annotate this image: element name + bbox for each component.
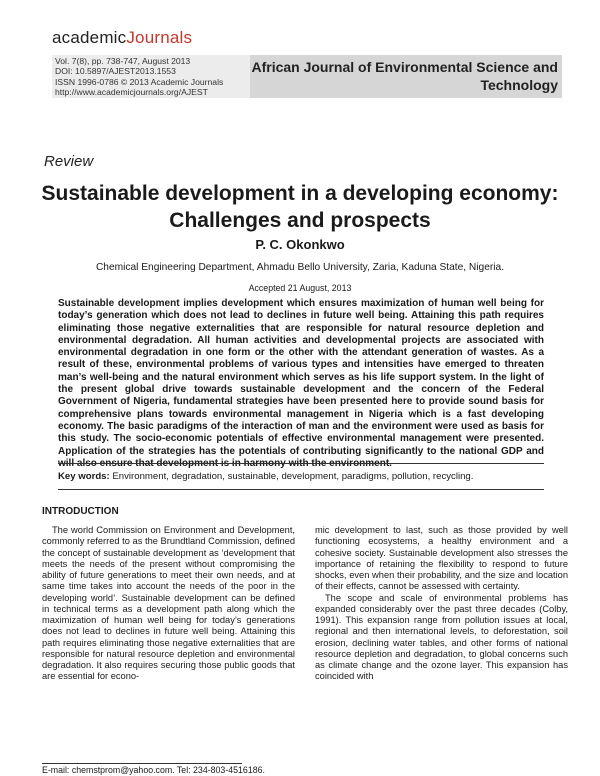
corresponding-author-email[interactable]: E-mail: chemstprom@yahoo.com. Tel: 234-803-4516186.: [42, 765, 265, 775]
logo-accent: Journals: [126, 28, 193, 47]
article-type: Review: [44, 153, 94, 170]
publisher-logo: [52, 28, 192, 48]
author-affiliation: Chemical Engineering Department, Ahmadu Bello University, Zaria, Kaduna State, Nigeria.: [95, 262, 505, 273]
volume-line: Vol. 7(8), pp. 738-747, August 2013: [55, 56, 191, 66]
keywords-list: Environment, degradation, sustainable, development, paradigms, pollution, recycling.: [112, 471, 474, 482]
body-column-right: [315, 525, 568, 683]
section-heading-introduction: INTRODUCTION: [42, 506, 119, 517]
accepted-date: Accepted 21 August, 2013: [248, 283, 352, 293]
body-paragraph: The world Commission on Environment and Development, commonly referred to as the Brundtland Commission, defined the concept of sustainable development as ‘development that meets the needs of the present without compromising the ability of future generations to meet their own needs, and at same time takes into account the needs of the poor in the developing world’. Sustainable development can be defined in technical terms as a development path along which the maximization of human well being for today’s generations does not lead to declines in future well being. Attaining this path requires eliminating those negative externalities that are responsible for natural resource depletion and environmental degradation. It also requires securing those public goods that are essential for econo-: [42, 525, 295, 682]
title-line2: Challenges and prospects: [169, 209, 431, 232]
keywords-label: Key words:: [58, 471, 110, 482]
keywords: [58, 471, 544, 483]
body-paragraph: mic development to last, such as those provided by well functioning ecosystems, a healthy environment and a cohesive society. Sustainable development also stresses the importance of retaining the flexibility to respond to future shocks, even when their probability, and the size and location of their effects, cannot be assessed with certainty.: [315, 525, 568, 592]
footnote-divider: [42, 763, 242, 764]
issn-line: ISSN 1996-0786 © 2013 Academic Journals: [55, 76, 224, 87]
journal-name-line2: Technology: [480, 77, 558, 93]
journal-url-link[interactable]: http://www.academicjournals.org/AJEST: [55, 87, 208, 98]
journal-name-box: [250, 55, 562, 98]
body-paragraph: The scope and scale of environmental problems has expanded considerably over the past three decades (Colby, 1991). This expansion range from pollution issues at local, regional and then international levels, to deforestation, soil erosion, declining water tables, and other forms of national resource depletion and degradation, to global concerns such as climate change and the ozone layer. This expansion has coincided with: [315, 592, 568, 682]
title-line1: Sustainable development in a developing economy:: [41, 182, 559, 205]
abstract: Sustainable development implies development which ensures maximization of human well being for today’s generation which does not lead to declines in future well being. Attaining this path requires eliminating those negative externalities that are responsible for natural resource depletion and environmental degradation. All human activities and developmental projects are associated with environmental degradation in one form or the other with the attendant generation of wastes. As a result of these, environmental problems of various types and intensities have emerged to threaten man’s well-being and the natural environment which serves as his life support system. In the light of the present global drive towards sustainable development and the concern of the Federal Government of Nigeria, fundamental strategies have been presented here to provide sound basis for comprehensive plans towards environmental management in Nigeria which is a fast developing economy. The basic paradigms of the interaction of man and the environment were used as basis for this study. The socio-economic potentials of effective environmental management were presented. Application of the strategies has the potentials of contributing significantly to the national GDP and will also ensure that development is in harmony with the environment.: [58, 298, 544, 469]
logo-prefix: academic: [52, 28, 127, 47]
author-name: P. C. Okonkwo: [255, 237, 345, 252]
journal-name-line1: African Journal of Environmental Science and: [251, 59, 558, 75]
body-column-left: [42, 525, 295, 683]
doi-line: DOI: 10.5897/AJEST2013.1553: [55, 66, 176, 77]
divider: [58, 489, 544, 490]
citation-info-box: [52, 55, 250, 98]
divider: [58, 463, 544, 464]
article-title: [40, 180, 560, 234]
